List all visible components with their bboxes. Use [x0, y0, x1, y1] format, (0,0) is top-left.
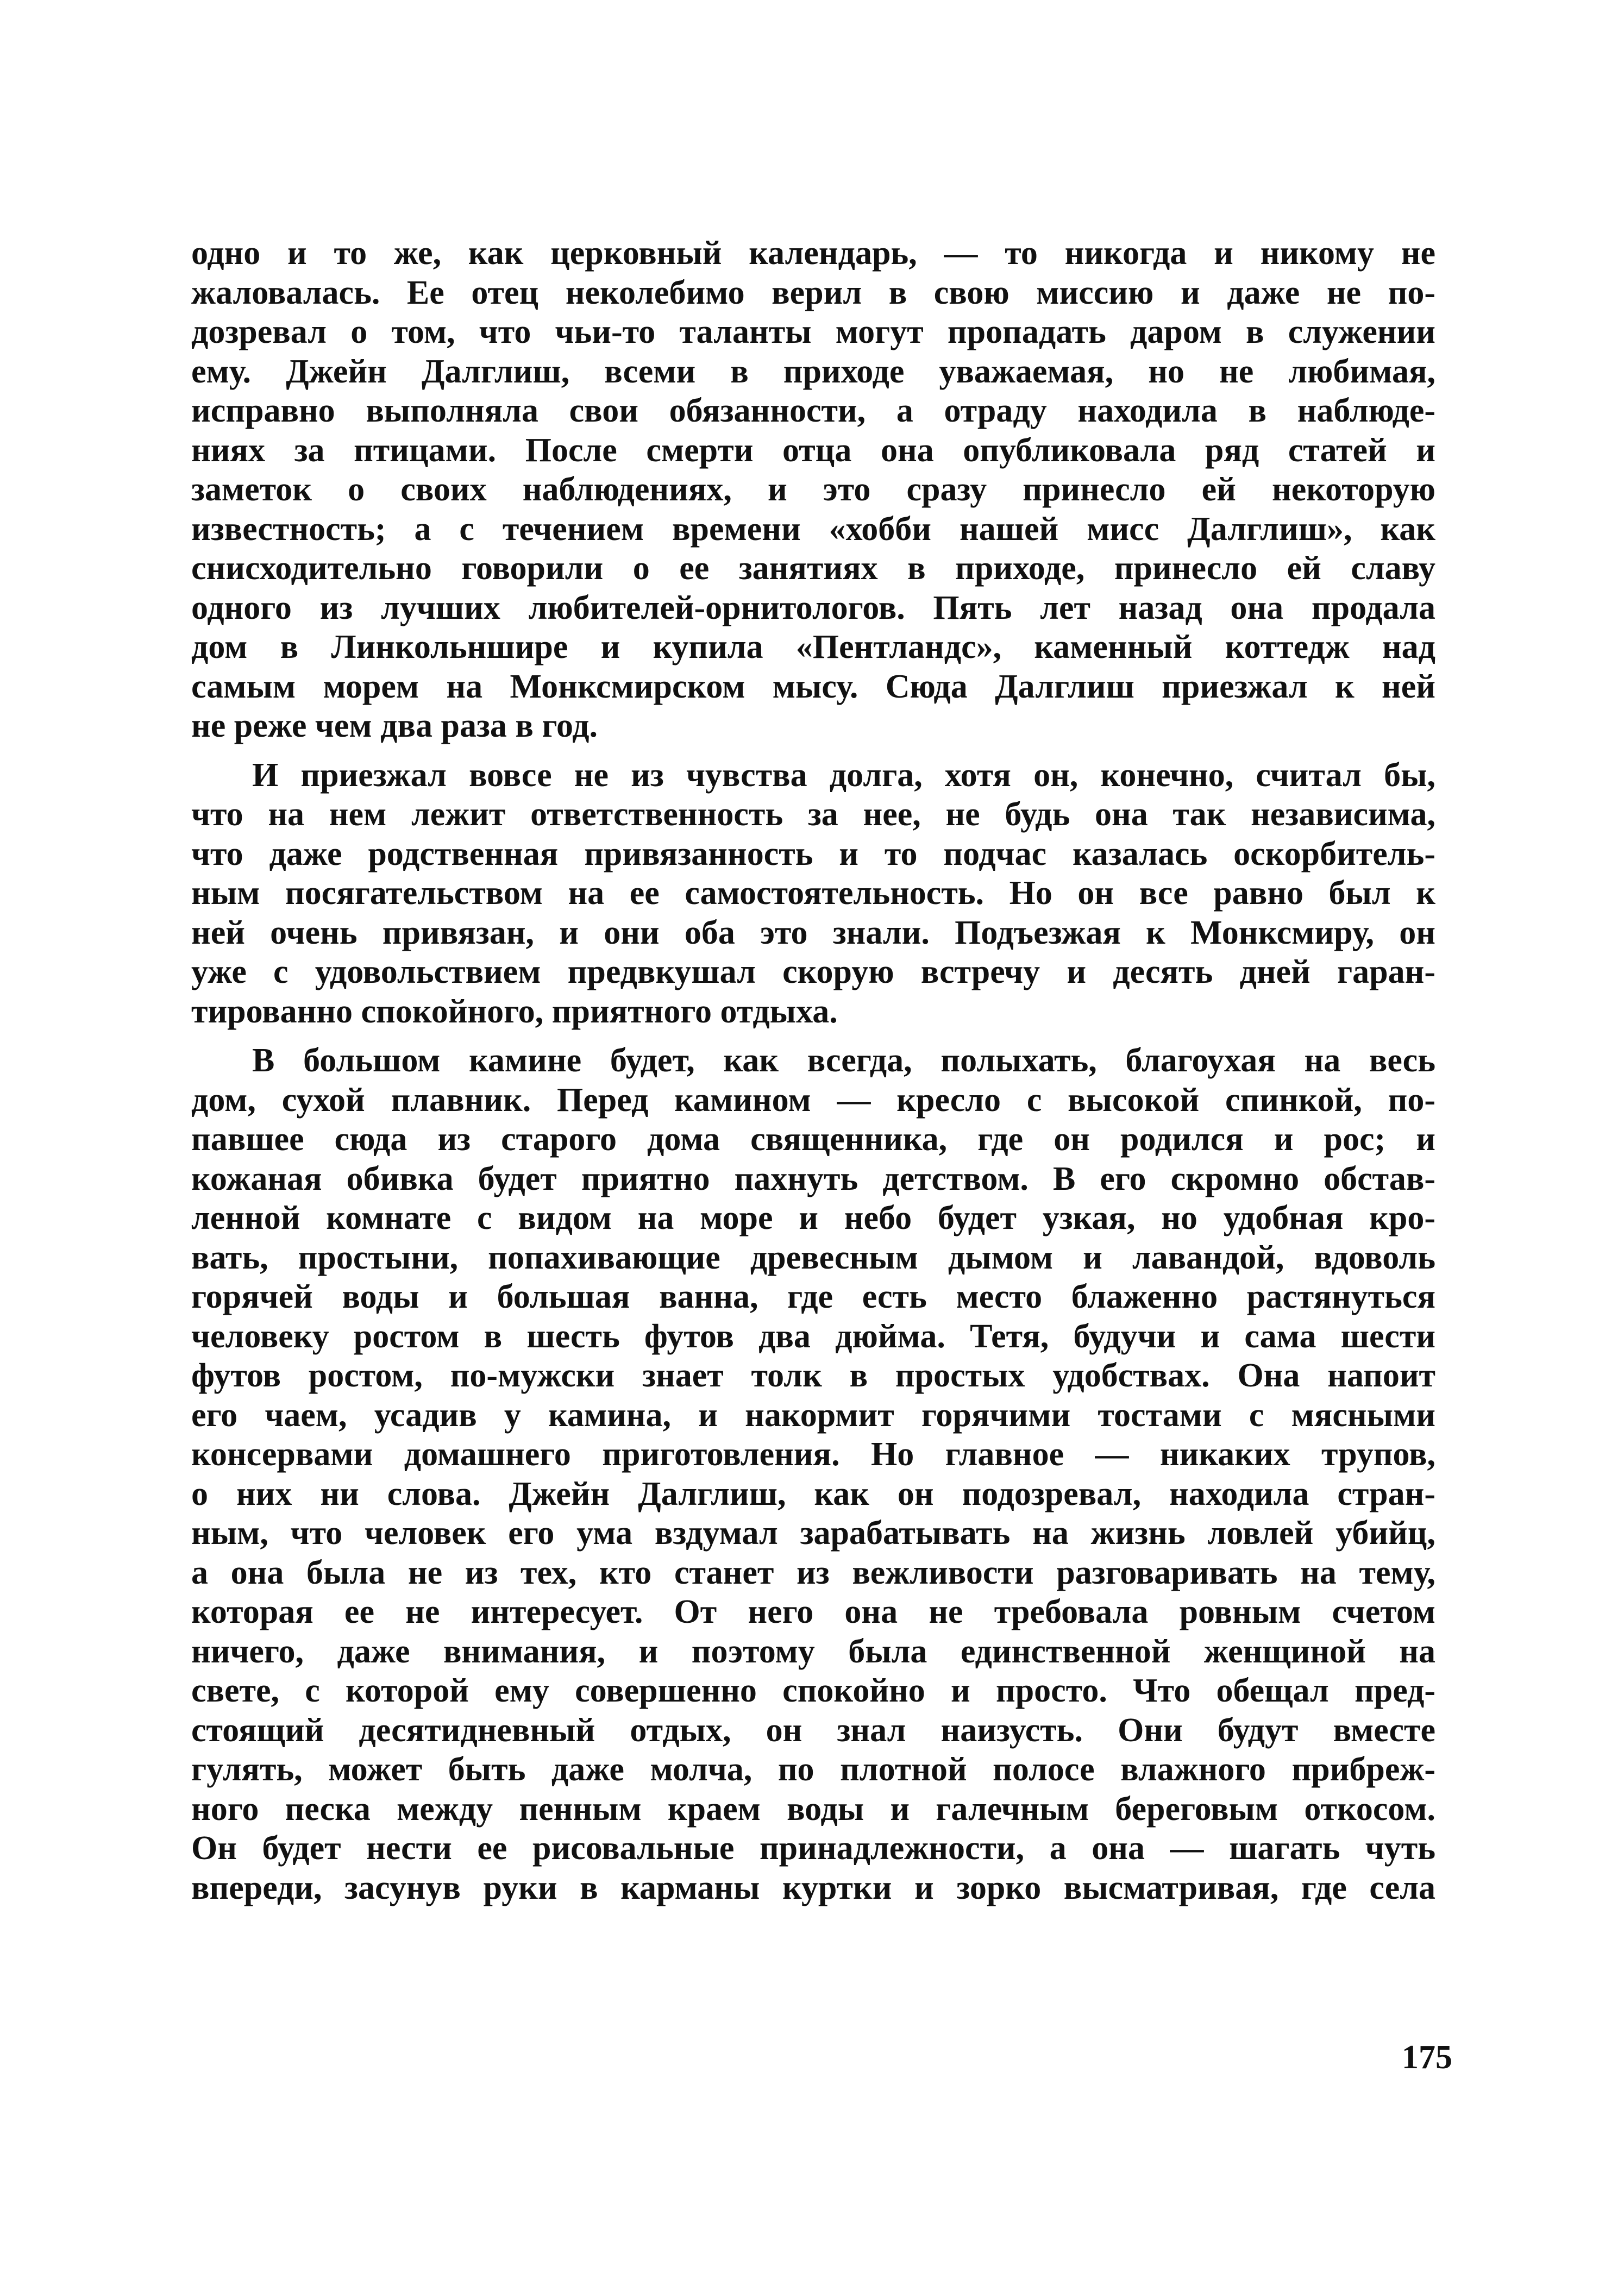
text-line: футов ростом, по-мужски знает толк в простых удобствах. Она напоит — [191, 1357, 1435, 1394]
text-line: одного из лучших любителей-орнитологов. Пять лет назад она продала — [191, 589, 1435, 626]
text-line: а она была не из тех, кто станет из вежливости разговаривать на тему, — [191, 1554, 1435, 1591]
text-line: павшее сюда из старого дома священника, где он родился и рос; и — [191, 1121, 1435, 1158]
text-line: что на нем лежит ответственность за нее, не будь она так независима, — [191, 796, 1435, 833]
text-line: гулять, может быть даже молча, по плотной полосе влажного прибреж- — [191, 1751, 1435, 1788]
text-line: И приезжал вовсе не из чувства долга, хотя он, конечно, считал бы, — [252, 756, 1435, 794]
paragraph-gap — [191, 746, 1435, 756]
text-line: ным, что человек его ума вздумал зарабатывать на жизнь ловлей убийц, — [191, 1515, 1435, 1552]
paragraph-2 — [191, 756, 1435, 1032]
text-line: свете, с которой ему совершенно спокойно и просто. Что обещал пред- — [191, 1672, 1435, 1709]
text-line: известность; а с течением времени «хобби нашей мисс Далглиш», как — [191, 510, 1435, 548]
paragraph-1 — [191, 234, 1435, 746]
text-line: дозревал о том, что чьи-то таланты могут пропадать даром в служении — [191, 313, 1435, 350]
text-line: ленной комнате с видом на море и небо будет узкая, но удобная кро- — [191, 1200, 1435, 1236]
body-text — [191, 234, 1435, 1907]
text-line: впереди, засунув руки в карманы куртки и зорко высматривая, где села — [191, 1869, 1435, 1906]
text-line: что даже родственная привязанность и то подчас казалась оскорбитель- — [191, 835, 1435, 873]
text-line: горячей воды и большая ванна, где есть место блаженно растянуться — [191, 1278, 1435, 1315]
text-line: исправно выполняла свои обязанности, а отраду находила в наблюде- — [191, 392, 1435, 429]
text-line: самым морем на Монксмирском мысу. Сюда Далглиш приезжал к ней — [191, 668, 1435, 705]
text-line: стоящий десятидневный отдых, он знал наизусть. Они будут вместе — [191, 1711, 1435, 1749]
text-line: ему. Джейн Далглиш, всеми в приходе уважаемая, но не любимая, — [191, 353, 1435, 390]
text-line: ным посягательством на ее самостоятельность. Но он все равно был к — [191, 875, 1435, 912]
text-line: ней очень привязан, и они оба это знали. Подъезжая к Монксмиру, он — [191, 914, 1435, 951]
text-line: заметок о своих наблюдениях, и это сразу принесло ей некоторую — [191, 471, 1435, 508]
paragraph-gap — [191, 1031, 1435, 1041]
text-line: не реже чем два раза в год. — [191, 707, 598, 744]
text-line: ного песка между пенным краем воды и галечным береговым откосом. — [191, 1790, 1435, 1828]
text-line: человеку ростом в шесть футов два дюйма. Тетя, будучи и сама шести — [191, 1317, 1435, 1355]
text-line: жаловалась. Ее отец неколебимо верил в свою миссию и даже не по- — [191, 274, 1435, 311]
text-line: Он будет нести ее рисовальные принадлежности, а она — шагать чуть — [191, 1830, 1435, 1867]
text-line: кожаная обивка будет приятно пахнуть детством. В его скромно обстав- — [191, 1160, 1435, 1197]
text-line: ничего, даже внимания, и поэтому была единственной женщиной на — [191, 1633, 1435, 1670]
text-line: которая ее не интересует. От него она не требовала ровным счетом — [191, 1593, 1435, 1630]
text-line: В большом камине будет, как всегда, полыхать, благоухая на весь — [252, 1042, 1435, 1079]
text-line: ниях за птицами. После смерти отца она опубликовала ряд статей и — [191, 431, 1435, 469]
text-line: уже с удовольствием предвкушал скорую встречу и десять дней гаран- — [191, 953, 1435, 990]
text-line: одно и то же, как церковный календарь, — то никогда и никому не — [191, 235, 1435, 272]
text-line: снисходительно говорили о ее занятиях в приходе, принесло ей славу — [191, 550, 1435, 587]
text-line: тированно спокойного, приятного отдыха. — [191, 993, 838, 1030]
text-line: дом в Линкольншире и купила «Пентландс», каменный коттедж над — [191, 629, 1435, 666]
text-line: его чаем, усадив у камина, и накормит горячими тостами с мясными — [191, 1396, 1435, 1434]
paragraph-3 — [191, 1041, 1435, 1907]
text-line: дом, сухой плавник. Перед камином — кресло с высокой спинкой, по- — [191, 1081, 1435, 1119]
page-number: 175 — [1402, 2039, 1452, 2076]
text-line: консервами домашнего приготовления. Но главное — никаких трупов, — [191, 1436, 1435, 1473]
text-line: о них ни слова. Джейн Далглиш, как он подозревал, находила стран- — [191, 1475, 1435, 1512]
text-line: вать, простыни, попахивающие древесным дымом и лавандой, вдоволь — [191, 1239, 1435, 1276]
